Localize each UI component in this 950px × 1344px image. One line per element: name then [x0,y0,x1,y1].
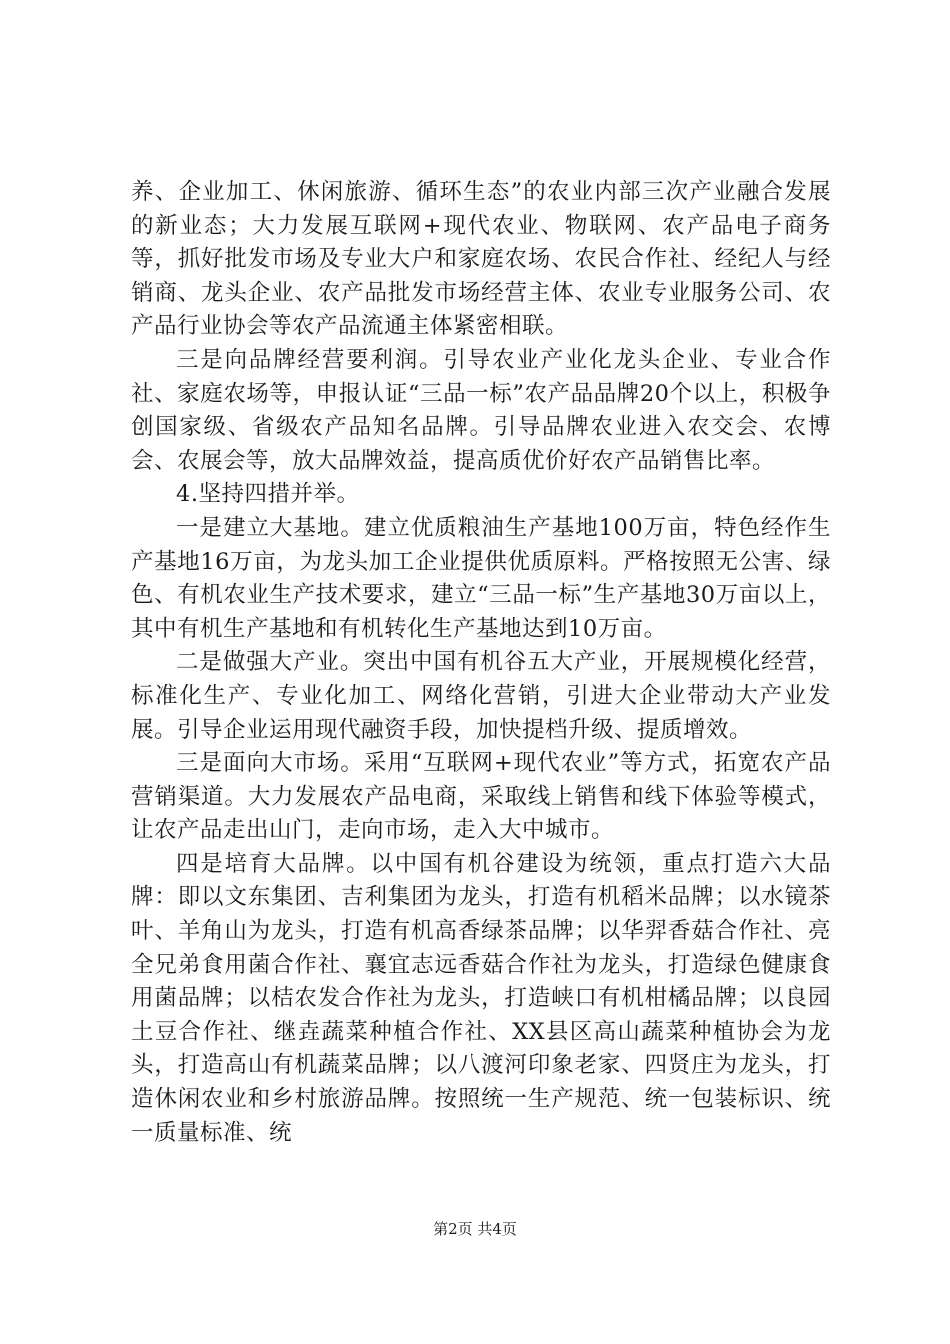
paragraph-7: 四是培育大品牌。以中国有机谷建设为统领，重点打造六大品牌：即以文东集团、吉利集团为龙头，打造有机稻米品牌；以水镜茶叶、羊角山为龙头，打造有机高香绿茶品牌；以华羿香菇合作社、亮全兄弟食用菌合作社、襄宜志远香菇合作社为龙头，打造绿色健康食用菌品牌；以桔农发合作社为龙头，打造峡口有机柑橘品牌；以良园土豆合作社、继垚蔬菜种植合作社、XX县区高山蔬菜种植协会为龙头，打造高山有机蔬菜品牌；以八渡河印象老家、四贤庄为龙头，打造休闲农业和乡村旅游品牌。按照统一生产规范、统一包装标识、统一质量标准、统 [131,850,831,1146]
paragraph-6: 三是面向大市场。采用“互联网+现代农业”等方式，拓宽农产品营销渠道。大力发展农产品电商，采取线上销售和线下体验等模式，让农产品走出山门，走向市场，走入大中城市。 [131,750,831,844]
page-footer: 第2页 共4页 [433,1220,517,1238]
paragraph-5: 二是做强大产业。突出中国有机谷五大产业，开展规模化经营，标准化生产、专业化加工、网络化营销，引进大企业带动大产业发展。引导企业运用现代融资手段，加快提档升级、提质增效。 [131,649,831,743]
paragraph-1: 养、企业加工、休闲旅游、循环生态”的农业内部三次产业融合发展的新业态；大力发展互联网+现代农业、物联网、农产品电子商务等，抓好批发市场及专业大户和家庭农场、农民合作社、经纪人与经销商、龙头企业、农产品批发市场经营主体、农业专业服务公司、农产品行业协会等农产品流通主体紧密相联。 [131,179,831,340]
paragraph-4: 一是建立大基地。建立优质粮油生产基地100万亩，特色经作生产基地16万亩，为龙头加工企业提供优质原料。严格按照无公害、绿色、有机农业生产技术要求，建立“三品一标”生产基地30万亩以上，其中有机生产基地和有机转化生产基地达到10万亩。 [131,514,831,642]
paragraph-3: 4.坚持四措并举。 [176,481,360,508]
paragraph-2: 三是向品牌经营要利润。引导农业产业化龙头企业、专业合作社、家庭农场等，申报认证“三品一标”农产品品牌20个以上，积极争创国家级、省级农产品知名品牌。引导品牌农业进入农交会、农博会、农展会等，放大品牌效益，提高质优价好农产品销售比率。 [131,346,831,474]
document-body [131,176,831,1150]
